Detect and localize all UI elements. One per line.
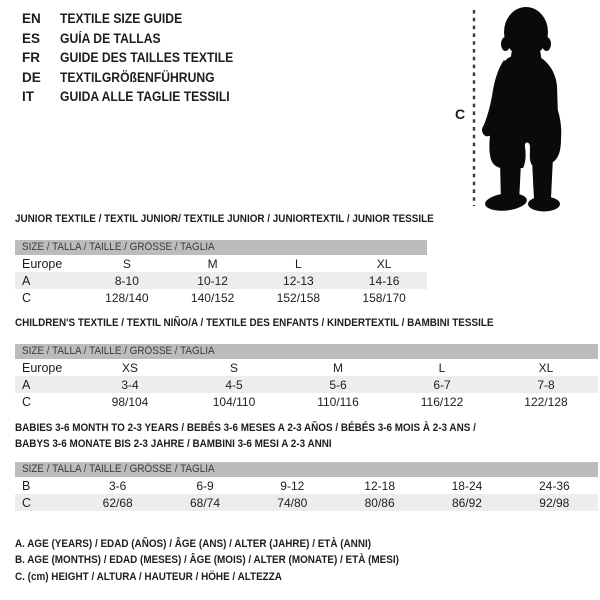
size-cell: M: [207, 256, 218, 271]
guide-title: GUIDA ALLE TAGLIE TESSILI: [60, 89, 230, 104]
language-code: ES: [22, 30, 41, 46]
size-header-bar: SIZE / TALLA / TAILLE / GRÖSSE / TAGLIA: [15, 240, 427, 255]
guide-title: TEXTILE SIZE GUIDE: [60, 11, 183, 26]
size-cell: 86/92: [451, 495, 482, 510]
size-cell: 98/104: [111, 394, 149, 409]
footnote-c: C. (cm) HEIGHT / ALTURA / HAUTEUR / HÖHE / ALTEZZA: [15, 570, 282, 583]
size-cell: 122/128: [524, 394, 568, 409]
row-label: A: [22, 273, 31, 288]
size-cell: 68/74: [189, 495, 220, 510]
size-cell: 158/170: [362, 290, 406, 305]
size-cell: 3-6: [108, 478, 127, 493]
size-cell: 74/80: [277, 495, 308, 510]
size-cell: 6-7: [433, 377, 451, 392]
size-cell: 92/98: [539, 495, 570, 510]
size-cell: 18-24: [451, 478, 483, 493]
row-label: A: [22, 377, 31, 392]
babies-size-table: [15, 477, 598, 511]
table-row: [15, 376, 598, 393]
footnote-a: A. AGE (YEARS) / EDAD (AÑOS) / ÂGE (ANS) / ALTER (JAHRE) / ETÀ (ANNI): [15, 538, 372, 550]
section-title-children: CHILDREN'S TEXTILE / TEXTIL NIÑO/A / TEXTILE DES ENFANTS / KINDERTEXTIL / BAMBINI TESSILE: [15, 317, 494, 329]
guide-title: TEXTILGRÖßENFÜHRUNG: [60, 69, 215, 85]
footnotes: [15, 536, 442, 585]
size-cell: S: [229, 360, 238, 375]
section-junior: [15, 213, 434, 306]
language-row: [22, 90, 253, 103]
table-row: [15, 494, 598, 511]
size-cell: XL: [376, 256, 392, 271]
size-cell: 62/68: [102, 495, 133, 510]
size-cell: 3-4: [121, 377, 139, 392]
size-cell: 12-13: [283, 273, 314, 288]
row-label: Europe: [22, 360, 63, 375]
footnote-b: B. AGE (MONTHS) / EDAD (MESES) / ÂGE (MOIS) / ALTER (MONATE) / ETÀ (MESI): [15, 554, 399, 567]
table-row: [15, 359, 598, 376]
size-cell: 4-5: [225, 377, 243, 392]
section-title-junior: JUNIOR TEXTILE / TEXTIL JUNIOR/ TEXTILE JUNIOR / JUNIORTEXTIL / JUNIOR TESSILE: [15, 213, 434, 225]
size-cell: 14-16: [368, 273, 400, 288]
language-row: [22, 12, 253, 25]
size-cell: 12-18: [364, 478, 395, 493]
toddler-silhouette-image: [468, 0, 600, 215]
size-cell: 10-12: [197, 273, 228, 288]
language-code: FR: [22, 50, 40, 65]
language-row: [22, 71, 253, 84]
size-cell: 6-9: [196, 478, 214, 493]
size-cell: 110/116: [317, 394, 359, 409]
table-row: [15, 393, 598, 410]
size-cell: 104/110: [212, 394, 256, 409]
size-cell: S: [122, 256, 131, 271]
section-children: [15, 317, 598, 410]
language-code: IT: [22, 89, 34, 104]
row-label: C: [22, 394, 32, 409]
size-cell: 9-12: [280, 478, 305, 493]
row-label: C: [22, 290, 32, 305]
size-cell: M: [333, 360, 343, 375]
size-cell: 8-10: [114, 273, 139, 288]
size-header-bar: SIZE / TALLA / TAILLE / GRÖSSE / TAGLIA: [15, 344, 598, 359]
guide-title: GUIDE DES TAILLES TEXTILE: [60, 50, 234, 65]
size-cell: 24-36: [538, 478, 570, 493]
language-code: DE: [22, 69, 41, 85]
guide-title: GUÍA DE TALLAS: [60, 30, 161, 46]
size-cell: 140/152: [190, 290, 235, 305]
table-row: [15, 255, 427, 272]
size-cell: L: [438, 360, 446, 375]
height-measure-figure: [455, 0, 600, 215]
table-row: [15, 477, 598, 494]
row-label: Europe: [22, 256, 63, 271]
language-title-list: [22, 12, 253, 110]
size-cell: 152/158: [276, 290, 321, 305]
table-row: [15, 289, 427, 306]
size-cell: XL: [538, 360, 554, 375]
language-code: EN: [22, 11, 41, 26]
row-label: B: [22, 478, 31, 493]
toddler-silhouette: [482, 7, 561, 213]
size-cell: 80/86: [364, 495, 395, 510]
row-label: C: [22, 495, 32, 510]
size-cell: 5-6: [329, 377, 347, 392]
language-row: [22, 51, 253, 64]
size-cell: 7-8: [537, 377, 555, 392]
children-size-table: [15, 359, 598, 410]
language-row: [22, 32, 253, 45]
size-cell: 116/122: [420, 394, 464, 409]
height-measure-label: C: [455, 106, 466, 122]
junior-size-table: [15, 255, 427, 306]
section-title-babies: BABIES 3-6 MONTH TO 2-3 YEARS / BEBÉS 3-6 MESES A 2-3 AÑOS / BÉBÉS 3-6 MOIS À 2-3 ANS / BABYS 3-6 MONATE BIS 2-3 JAHRE / BAMBINI 3-6 MESI A 2-3 ANNI: [15, 422, 476, 450]
size-cell: 128/140: [105, 290, 149, 305]
size-cell: XS: [121, 360, 138, 375]
section-babies: [15, 421, 598, 511]
table-row: [15, 272, 427, 289]
size-cell: L: [295, 256, 302, 271]
size-header-bar: SIZE / TALLA / TAILLE / GRÖSSE / TAGLIA: [15, 462, 598, 477]
